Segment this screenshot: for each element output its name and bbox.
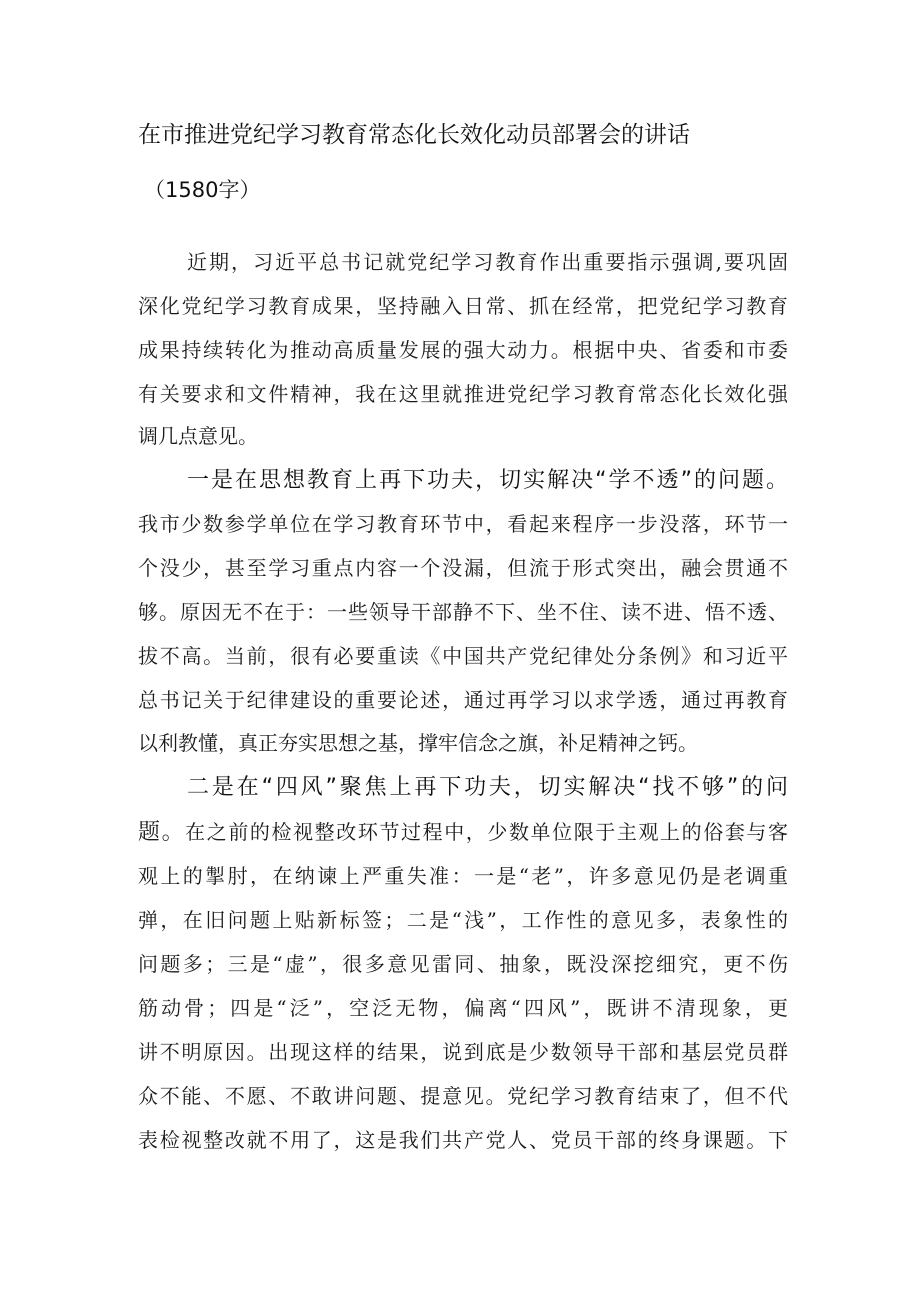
section-1-line: 个没少，甚至学习重点内容一个没漏，但流于形式突出，融会贯通不 [138,556,788,580]
section-2-first-line [138,817,788,848]
section-2-line: 观上的掣肘，在纳谏上严重失准：一是“老”，许多意见仍是老调重 [138,864,788,888]
section-2-heading: 二是在“四风”聚焦上再下功夫，切实解决“找不够”的问 [187,775,788,800]
section-2-heading-tail: 题。 [138,820,186,845]
section-2-line: 表检视整改就不用了，这是我们共产党人、党员干部的终身课题。下 [138,1128,788,1152]
section-2-line: 筋动骨；四是“泛”，空泛无物，偏离“四风”，既讲不清现象，更 [138,996,788,1020]
section-2-line: 众不能、不愿、不敢讲问题、提意见。党纪学习教育结束了，但不代 [138,1084,788,1108]
intro-line: 成果持续转化为推动高质量发展的强大动力。根据中央、省委和市委 [138,338,788,362]
section-1-line: 以利教懂，真正夯实思想之基，撑牢信念之旗，补足精神之钙。 [138,731,698,755]
section-2-line: 弹，在旧问题上贴新标签；二是“浅”，工作性的意见多，表象性的 [138,908,788,932]
word-count: （1580字） [144,178,261,202]
intro-line: 有关要求和文件精神，我在这里就推进党纪学习教育常态化长效化强 [138,382,788,406]
section-1-line: 拔不高。当前，很有必要重读《中国共产党纪律处分条例》和习近平 [138,644,788,668]
intro-line: 近期，习近平总书记就党纪学习教育作出重要指示强调,要巩固 [187,250,788,274]
section-2-line: 问题多；三是“虚”，很多意见雷同、抽象，既没深挖细究，更不伤 [138,952,788,976]
section-2-first-line-rest: 在之前的检视整改环节过程中，少数单位限于主观上的俗套与客 [185,820,788,844]
section-1-line: 够。原因无不在于：一些领导干部静不下、坐不住、读不进、悟不透、 [138,600,788,624]
section-1-line: 我市少数参学单位在学习教育环节中，看起来程序一步没落，环节一 [138,512,788,536]
intro-line: 深化党纪学习教育成果，坚持融入日常、抓在经常，把党纪学习教育 [138,294,788,318]
section-2-line: 讲不明原因。出现这样的结果，说到底是少数领导干部和基层党员群 [138,1040,788,1064]
section-1-heading: 一是在思想教育上再下功夫，切实解决“学不透”的问题。 [187,468,788,493]
document-title: 在市推进党纪学习教育常态化长效化动员部署会的讲话 [138,122,690,148]
intro-line: 调几点意见。 [138,424,258,448]
section-1-line: 总书记关于纪律建设的重要论述，通过再学习以求学透，通过再教育 [138,688,788,712]
